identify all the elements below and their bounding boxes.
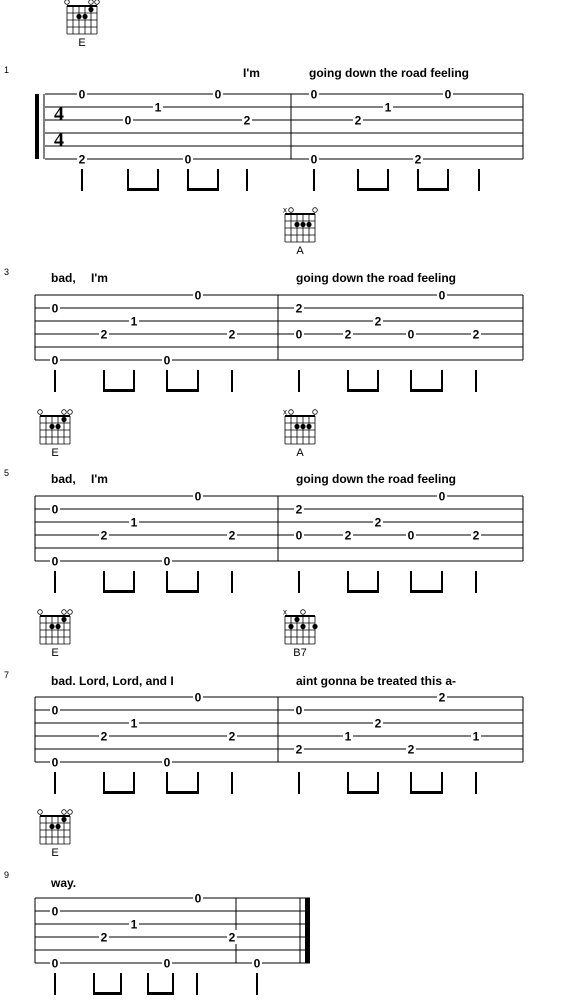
chord-name: A xyxy=(296,447,304,459)
tab-system xyxy=(35,489,523,593)
chord-diagram-e xyxy=(38,810,73,859)
fret-number: 0 xyxy=(438,288,446,303)
fret-number: 2 xyxy=(100,729,108,744)
lyric-text: I'm xyxy=(243,66,260,80)
tab-system xyxy=(35,288,523,392)
chord-dot xyxy=(76,14,81,19)
chord-diagram-b7 xyxy=(283,608,318,660)
beam xyxy=(410,791,443,794)
fret-number: 2 xyxy=(374,716,382,731)
fret-number: 1 xyxy=(130,314,138,329)
open-string-marker xyxy=(289,410,294,415)
fret-number: 1 xyxy=(130,917,138,932)
beam xyxy=(103,791,135,794)
chord-name: A xyxy=(296,245,304,257)
fret-number: 0 xyxy=(214,87,222,102)
chord-dot xyxy=(61,817,66,822)
beam xyxy=(417,188,449,191)
open-string-marker xyxy=(38,410,43,415)
chord-dot xyxy=(55,824,60,829)
fret-number: 0 xyxy=(407,528,415,543)
fret-number: 2 xyxy=(344,327,352,342)
fret-number: 0 xyxy=(51,755,59,770)
fret-number: 2 xyxy=(100,528,108,543)
chord-dot xyxy=(294,617,299,622)
chord-dot xyxy=(306,222,311,227)
fret-number: 0 xyxy=(194,288,202,303)
chord-dot xyxy=(49,424,54,429)
open-string-marker xyxy=(65,0,70,4)
chord-dot xyxy=(88,7,93,12)
lyric-text: I'm xyxy=(91,472,108,486)
chord-name: E xyxy=(51,647,59,659)
lyric-text: way. xyxy=(51,876,77,890)
fret-number: 0 xyxy=(124,113,132,128)
open-string-marker xyxy=(289,208,294,213)
chord-dot xyxy=(294,424,299,429)
lyric-text: bad, xyxy=(51,472,76,486)
beam xyxy=(187,188,219,191)
open-string-marker xyxy=(68,810,73,815)
chord-diagram-e xyxy=(38,410,73,459)
fret-number: 2 xyxy=(228,729,236,744)
fret-number: 2 xyxy=(472,528,480,543)
fret-number: 0 xyxy=(51,956,59,971)
open-string-marker xyxy=(89,0,94,4)
beam xyxy=(166,389,199,392)
fret-number: 0 xyxy=(163,956,171,971)
chord-dot xyxy=(300,222,305,227)
chord-dot xyxy=(300,424,305,429)
fret-number: 2 xyxy=(414,152,422,167)
fret-number: 1 xyxy=(384,100,392,115)
open-string-marker xyxy=(38,810,43,815)
chord-dot xyxy=(288,624,293,629)
beam xyxy=(410,389,443,392)
chord-name: E xyxy=(51,847,59,859)
fret-number: 0 xyxy=(438,489,446,504)
fret-number: 2 xyxy=(295,742,303,757)
fret-number: 0 xyxy=(163,554,171,569)
open-string-marker xyxy=(38,610,43,615)
fret-number: 2 xyxy=(374,314,382,329)
fret-number: 0 xyxy=(184,152,192,167)
fret-number: 2 xyxy=(228,327,236,342)
fret-number: 2 xyxy=(472,327,480,342)
fret-number: 0 xyxy=(163,353,171,368)
open-string-marker xyxy=(62,410,67,415)
fret-number: 2 xyxy=(354,113,362,128)
fret-number: 0 xyxy=(163,755,171,770)
lyric-text: I'm xyxy=(91,271,108,285)
chord-dot xyxy=(55,424,60,429)
lyric-text: going down the road feeling xyxy=(296,271,456,285)
fret-number: 2 xyxy=(100,930,108,945)
open-string-marker xyxy=(62,610,67,615)
measure-number: 5 xyxy=(4,468,10,478)
fret-number: 0 xyxy=(51,703,59,718)
fret-number: 0 xyxy=(444,87,452,102)
fret-number: 0 xyxy=(295,528,303,543)
lyric-text: bad. Lord, Lord, and I xyxy=(51,674,174,688)
beam xyxy=(347,389,379,392)
fret-number: 0 xyxy=(194,690,202,705)
fret-number: 2 xyxy=(243,113,251,128)
chord-dot xyxy=(61,617,66,622)
fret-number: 0 xyxy=(310,87,318,102)
start-thick-barline xyxy=(35,94,39,159)
fret-number: 2 xyxy=(407,742,415,757)
chord-diagram-a xyxy=(283,206,317,258)
beam xyxy=(103,389,135,392)
beam xyxy=(347,590,379,593)
fret-number: 2 xyxy=(295,301,303,316)
measure-number: 1 xyxy=(4,65,10,75)
beam xyxy=(166,791,199,794)
tab-system xyxy=(35,87,523,191)
fret-number: 1 xyxy=(472,729,480,744)
chord-diagram-e xyxy=(38,610,73,659)
fret-number: 0 xyxy=(253,956,261,971)
beam xyxy=(410,590,443,593)
fret-number: 2 xyxy=(78,152,86,167)
open-string-marker xyxy=(313,410,318,415)
fret-number: 1 xyxy=(154,100,162,115)
fret-number: 2 xyxy=(228,528,236,543)
fret-number: 2 xyxy=(295,502,303,517)
time-signature-top: 4 xyxy=(54,103,64,125)
open-string-marker xyxy=(301,610,306,615)
beam xyxy=(147,992,174,995)
fret-number: 1 xyxy=(130,515,138,530)
fret-number: 0 xyxy=(78,87,86,102)
fret-number: 0 xyxy=(407,327,415,342)
fret-number: 0 xyxy=(194,891,202,906)
lyric-text: aint gonna be treated this a- xyxy=(296,674,457,688)
fret-number: 2 xyxy=(374,515,382,530)
beam xyxy=(357,188,389,191)
lyric-text: bad, xyxy=(51,271,76,285)
fret-number: 0 xyxy=(194,489,202,504)
measure-number: 3 xyxy=(4,267,10,277)
fret-number: 0 xyxy=(51,554,59,569)
fret-number: 0 xyxy=(51,904,59,919)
chord-dot xyxy=(306,424,311,429)
measure-number: 7 xyxy=(4,670,10,680)
chord-dot xyxy=(61,417,66,422)
chord-diagram-a xyxy=(283,408,317,460)
fret-number: 0 xyxy=(310,152,318,167)
fret-number: 1 xyxy=(344,729,352,744)
lyric-text: going down the road feeling xyxy=(309,66,469,80)
tab-system xyxy=(35,690,523,794)
chord-dot xyxy=(49,824,54,829)
fret-number: 0 xyxy=(51,502,59,517)
chord-dot xyxy=(55,624,60,629)
fret-number: 0 xyxy=(295,703,303,718)
open-string-marker xyxy=(68,410,73,415)
beam xyxy=(103,590,135,593)
chord-name: E xyxy=(78,37,86,49)
fret-number: 0 xyxy=(295,327,303,342)
fret-number: 0 xyxy=(51,301,59,316)
beam xyxy=(127,188,159,191)
open-string-marker xyxy=(95,0,100,4)
fret-number: 1 xyxy=(130,716,138,731)
chord-name: E xyxy=(51,447,59,459)
beam xyxy=(93,992,122,995)
open-string-marker xyxy=(68,610,73,615)
fret-number: 2 xyxy=(100,327,108,342)
muted-string-marker: x xyxy=(283,205,287,215)
chord-dot xyxy=(300,624,305,629)
final-thick-barline xyxy=(305,898,310,963)
beam xyxy=(347,791,379,794)
time-signature-bottom: 4 xyxy=(54,129,64,151)
tab-system xyxy=(35,891,310,995)
beam xyxy=(166,590,199,593)
fret-number: 0 xyxy=(51,353,59,368)
chord-dot xyxy=(312,624,317,629)
muted-string-marker: x xyxy=(283,407,287,417)
chord-diagram-e xyxy=(65,0,100,49)
lyric-text: going down the road feeling xyxy=(296,472,456,486)
chord-dot xyxy=(49,624,54,629)
chord-dot xyxy=(82,14,87,19)
measure-number: 9 xyxy=(4,870,10,880)
chord-dot xyxy=(294,222,299,227)
chord-name: B7 xyxy=(293,647,307,659)
open-string-marker xyxy=(62,810,67,815)
open-string-marker xyxy=(313,208,318,213)
fret-number: 2 xyxy=(228,930,236,945)
fret-number: 2 xyxy=(344,528,352,543)
fret-number: 2 xyxy=(438,690,446,705)
muted-string-marker: x xyxy=(283,607,287,617)
